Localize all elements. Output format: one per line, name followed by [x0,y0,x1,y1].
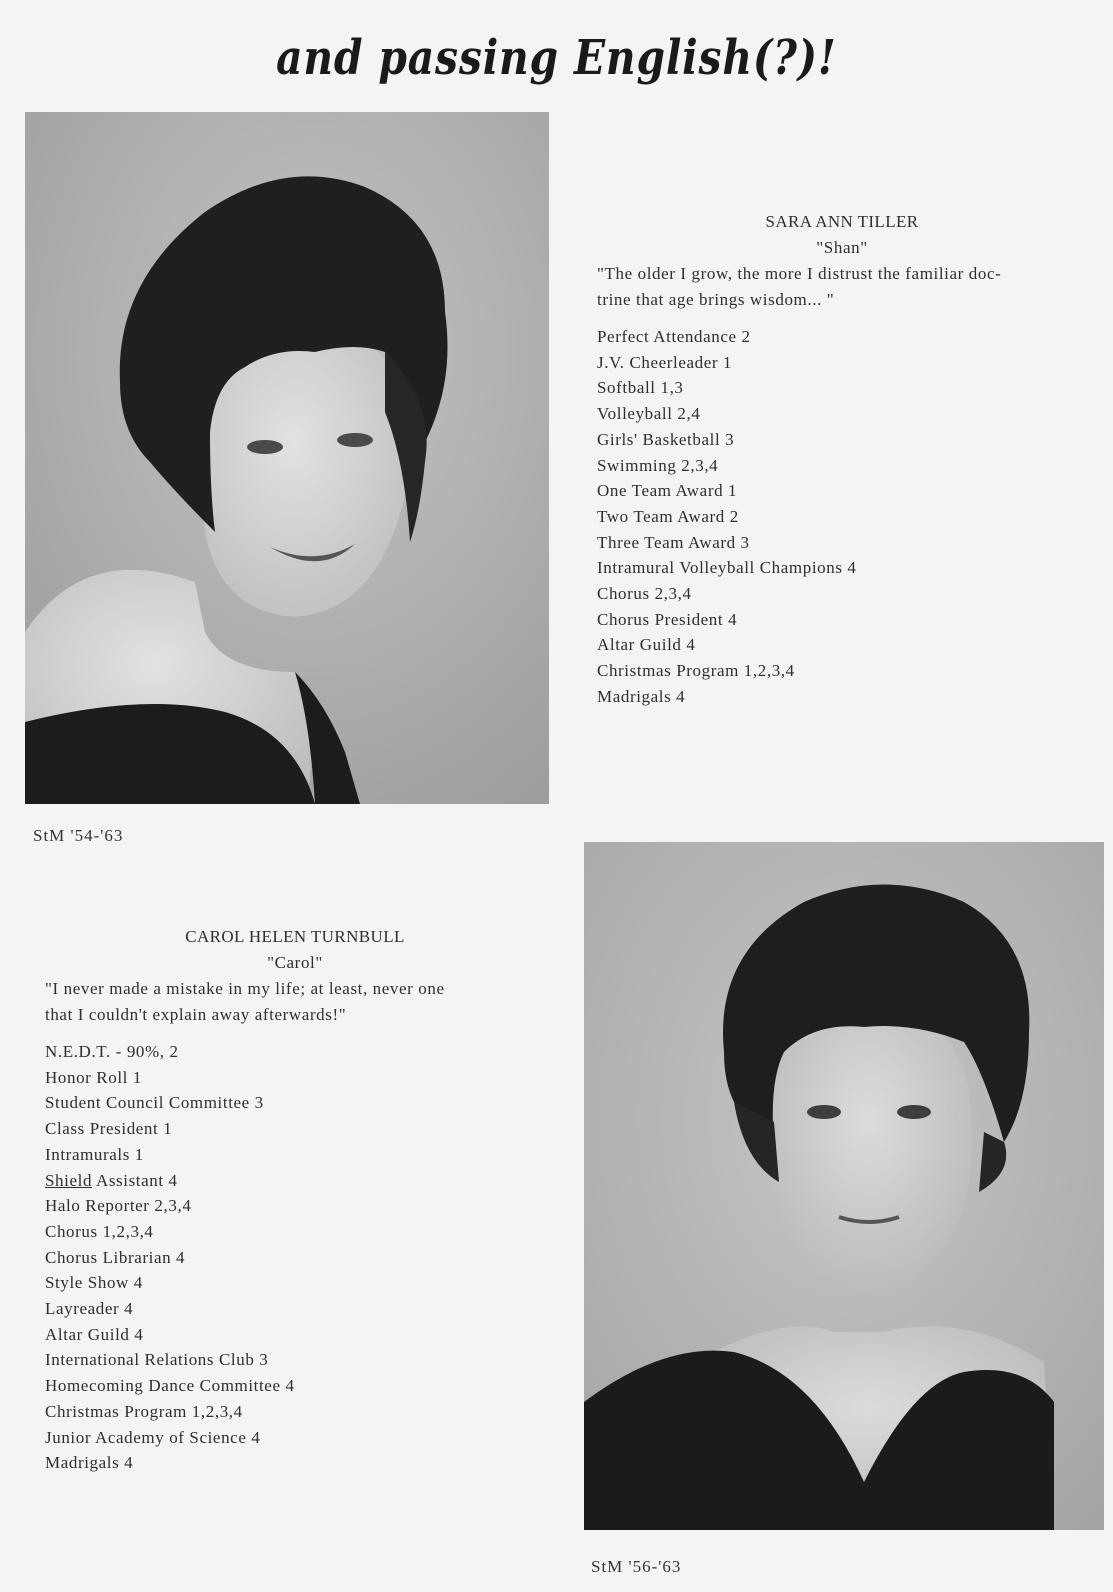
activity-item: Volleyball 2,4 [597,404,701,424]
portrait-photo-sara-ann-tiller [25,112,549,804]
activity-item: International Relations Club 3 [45,1350,269,1370]
activity-item: Chorus 2,3,4 [597,584,692,604]
activity-item: J.V. Cheerleader 1 [597,352,733,372]
student-nickname: "Shan" [816,238,868,257]
activity-item: Style Show 4 [45,1273,143,1293]
activity-item: Swimming 2,3,4 [597,455,719,475]
activities-list [45,1039,545,1476]
activity-item: Chorus 1,2,3,4 [45,1221,154,1241]
activity-item: Madrigals 4 [45,1453,134,1473]
activity-item: Class President 1 [45,1119,173,1139]
quote-line: "The older I grow, the more I distrust the familiar doc- [597,264,1002,283]
activity-item: Halo Reporter 2,3,4 [45,1196,192,1216]
portrait-photo-carol-helen-turnbull [584,842,1104,1530]
activity-item: Perfect Attendance 2 [597,327,751,346]
activity-item: Shield Assistant 4 [45,1170,178,1190]
quote-line: that I couldn't explain away afterwards!" [45,1005,347,1024]
activity-item: Christmas Program 1,2,3,4 [45,1401,243,1421]
quote-line: "I never made a mistake in my life; at least, never one [45,979,445,998]
activity-item: Honor Roll 1 [45,1067,142,1087]
activity-item: Junior Academy of Science 4 [45,1427,261,1447]
activities-list [597,324,1087,710]
years-caption: StM '54-'63 [33,826,124,845]
activity-item: Intramural Volleyball Champions 4 [597,558,857,578]
student-name: SARA ANN TILLER [765,212,919,231]
bio-sara-ann-tiller [597,209,1087,710]
student-quote [597,261,1087,313]
page-title: and passing English(?)! [276,30,837,86]
activity-item: N.E.D.T. - 90%, 2 [45,1042,179,1061]
student-quote [45,976,545,1028]
activity-item: Two Team Award 2 [597,506,739,526]
activity-item: Chorus Librarian 4 [45,1247,186,1267]
activity-item: Chorus President 4 [597,609,738,629]
activity-item: One Team Award 1 [597,481,738,501]
bio-carol-helen-turnbull [45,924,545,1476]
activity-item: Girls' Basketball 3 [597,429,735,449]
student-nickname: "Carol" [267,953,323,972]
activity-item: Three Team Award 3 [597,532,750,552]
activity-item: Softball 1,3 [597,378,684,398]
quote-line: trine that age brings wisdom... " [597,290,835,309]
activity-item: Altar Guild 4 [597,635,696,655]
activity-item: Intramurals 1 [45,1144,144,1164]
activity-item: Student Council Committee 3 [45,1093,264,1113]
student-name: CAROL HELEN TURNBULL [185,927,405,946]
years-caption: StM '56-'63 [591,1557,682,1576]
activity-item: Madrigals 4 [597,686,686,706]
activity-item: Layreader 4 [45,1299,134,1319]
activity-item: Homecoming Dance Committee 4 [45,1376,295,1396]
activity-item: Christmas Program 1,2,3,4 [597,661,795,681]
activity-item: Altar Guild 4 [45,1324,144,1344]
underlined-word: Shield [45,1170,93,1190]
